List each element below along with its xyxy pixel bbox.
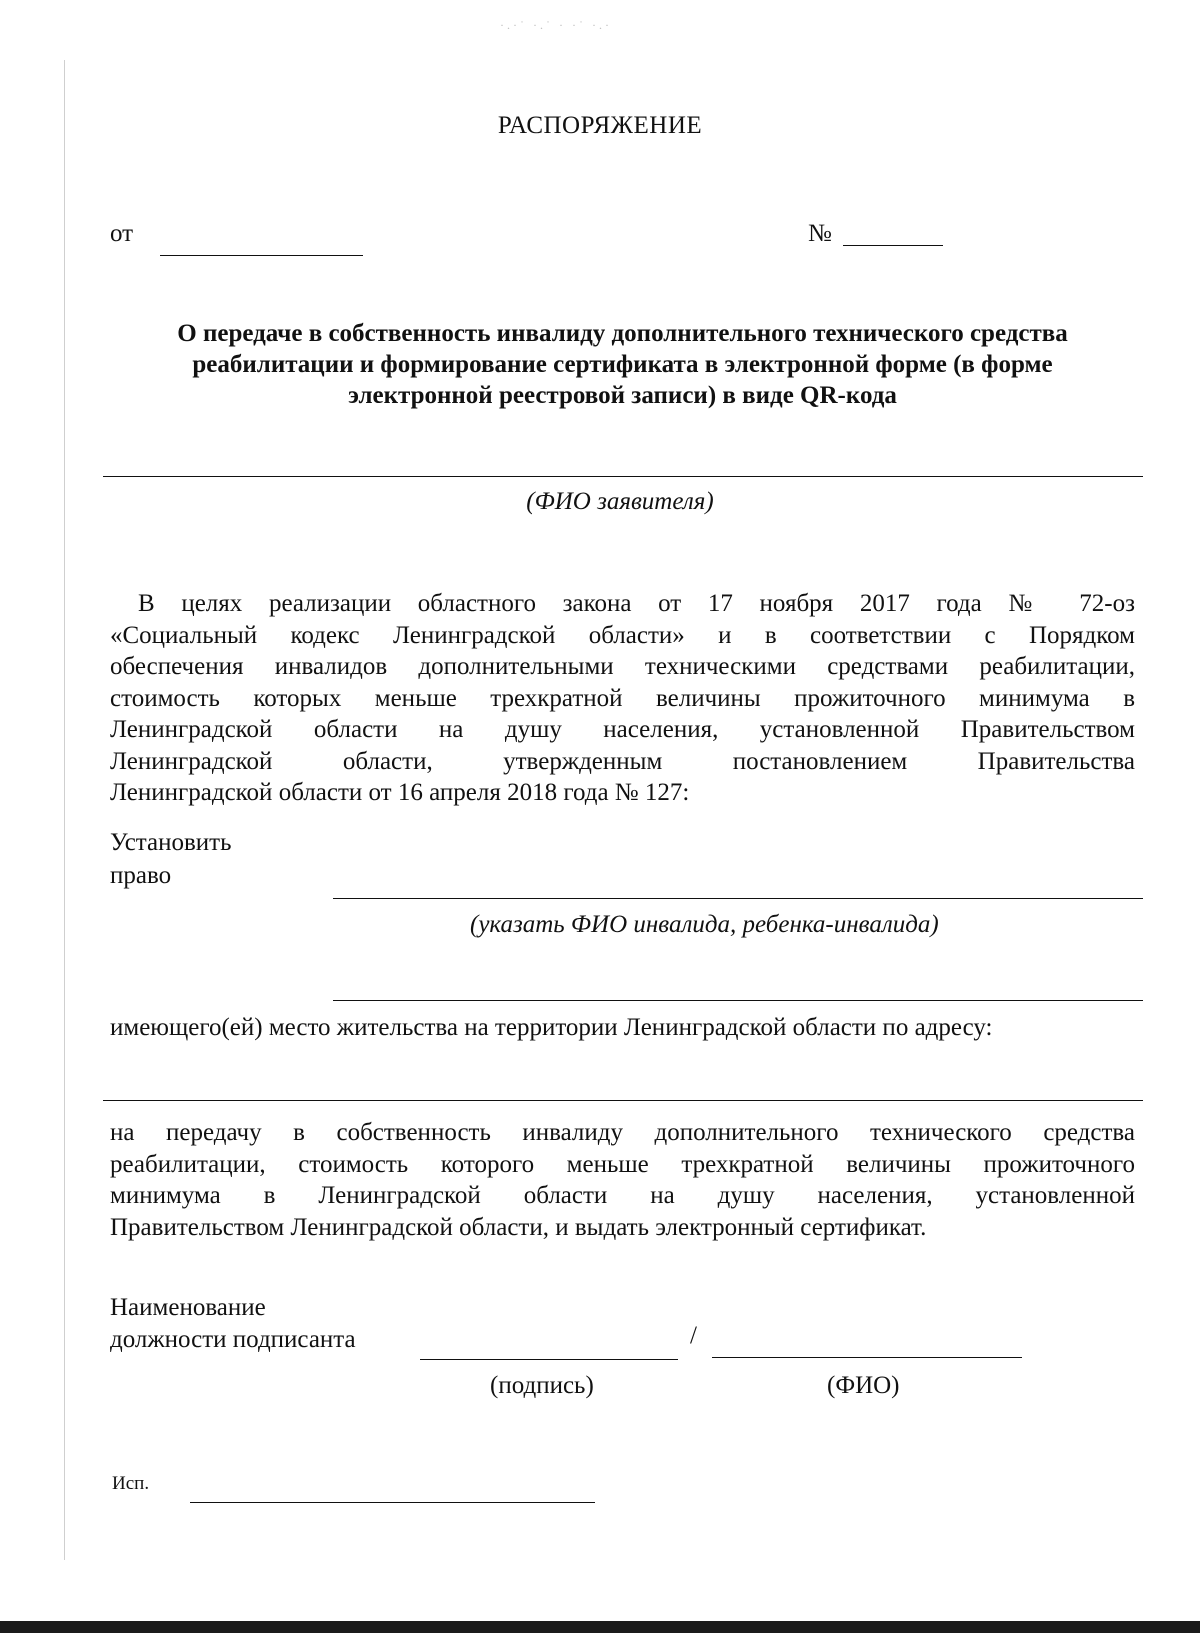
executor-label: Исп. [112,1473,150,1494]
number-prefix: № [808,220,832,247]
paragraph-line: Правительством Ленинградской области, и выдать электронный сертификат. [110,1213,927,1241]
signature-line [420,1359,678,1360]
paragraph-line: обеспечения инвалидов дополнительными техническими средствами реабилитации, [110,653,1135,680]
intro-paragraph [110,588,1135,809]
applicant-caption: (ФИО заявителя) [526,488,714,515]
residence-line: имеющего(ей) место жительства на территории Ленинградской области по адресу: [110,1014,993,1041]
paragraph-line: Ленинградской области на душу населения, установленной Правительством [110,716,1135,743]
person-caption: (указать ФИО инвалида, ребенка-инвалида) [470,911,939,938]
page-title: РАСПОРЯЖЕНИЕ [497,112,703,139]
heading-line: реабилитации и формирование сертификата в электронной форме (в форме [192,351,1053,378]
date-blank-line [160,255,363,256]
executor-line [190,1502,595,1503]
scan-margin-mark [64,60,65,1560]
signature-caption: (подпись) [490,1372,594,1399]
applicant-name-line [103,476,1143,477]
date-prefix: от [110,220,134,247]
address-line [103,1100,1143,1101]
slash-separator: / [690,1322,697,1349]
paragraph-line: стоимость которых меньше трехкратной величины прожиточного минимума в [110,684,1135,712]
signer-title-label: Наименование [110,1294,266,1321]
scan-bottom-edge [0,1621,1200,1633]
paragraph-line: «Социальный кодекс Ленинградской области» и в соответствии с Порядком [110,621,1135,649]
establish-word: Установить [110,829,232,856]
heading-line: электронной реестровой записи) в виде QR-кода [348,382,897,409]
fio-caption: (ФИО) [827,1372,900,1399]
paragraph-line: Ленинградской области от 16 апреля 2018 года № 127: [110,779,690,806]
paragraph-line: В целях реализации областного закона от 17 ноября 2017 года № 72-оз [138,590,1135,617]
person-name-line [333,898,1143,899]
heading-line: О передаче в собственность инвалиду дополнительного технического средства [177,320,1068,347]
paragraph-line: на передачу в собственность инвалиду дополнительного технического средства [110,1119,1135,1146]
paragraph-line: реабилитации, стоимость которого меньше трехкратной величины прожиточного [110,1150,1135,1178]
paragraph-line: Ленинградской области, утвержденным постановлением Правительства [110,747,1135,775]
transfer-paragraph [110,1117,1135,1243]
scan-specks: ·.·˙ ·.˙ · ·˙ ·.· [500,18,612,32]
paragraph-line: минимума в Ленинградской области на душу населения, установленной [110,1182,1135,1209]
fio-line [712,1357,1022,1358]
signer-title-label-2: должности подписанта [110,1326,356,1353]
right-word: право [110,862,172,889]
number-blank-line [843,245,943,246]
person-name-line-2 [333,1000,1143,1001]
document-heading [100,318,1145,411]
